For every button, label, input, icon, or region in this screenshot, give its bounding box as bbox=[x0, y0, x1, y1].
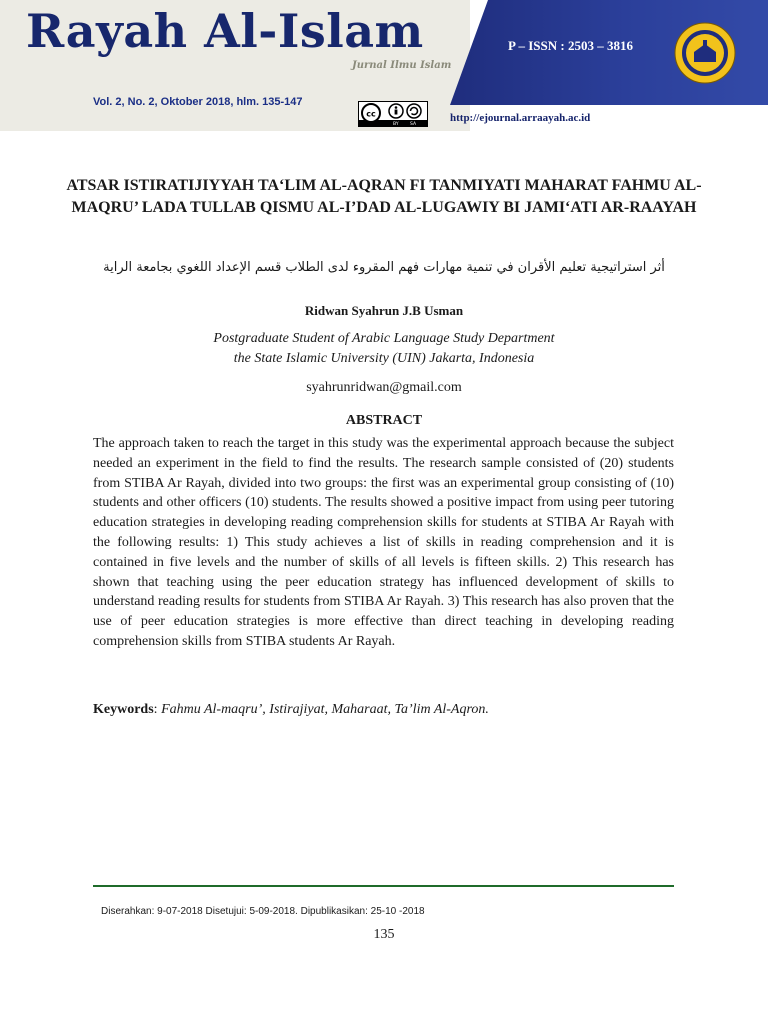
journal-title: Rayah Al-Islam bbox=[26, 4, 424, 58]
university-seal-icon bbox=[674, 22, 736, 84]
published-label: Dipublikasikan bbox=[300, 906, 366, 917]
abstract-heading: ABSTRACT bbox=[345, 413, 423, 428]
svg-text:SA: SA bbox=[410, 122, 417, 126]
author-email[interactable]: syahrunridwan@gmail.com bbox=[306, 380, 462, 395]
journal-url-link[interactable]: http://ejournal.arraayah.ac.id bbox=[450, 112, 591, 124]
approved-label: Disetujui bbox=[205, 906, 244, 917]
paper-title: ATSAR ISTIRATIJIYYAH TA‘LIM AL-AQRAN FI TANMIYATI MAHARAT FAHMU AL-MAQRU’ LADA TULLAB QISMU AL-I’DAD AL-LUGAWIY BI JAMI‘ATI AR-RAAYAH bbox=[66, 177, 702, 216]
issn-label: P – ISSN : 2503 – 3816 bbox=[508, 38, 633, 53]
cc-license-icon[interactable] bbox=[358, 101, 428, 127]
arabic-title: أثر استراتيجية تعليم الأقران في تنمية مهارات فهم المقروء لدى الطلاب قسم الإعداد اللغوي بجامعة الراية bbox=[103, 260, 665, 275]
publication-dates bbox=[101, 906, 425, 917]
approved-date: : 5-09-2018. bbox=[243, 906, 298, 917]
author-name: Ridwan Syahrun J.B Usman bbox=[304, 303, 464, 318]
submitted-date: : 9-07-2018 bbox=[151, 906, 203, 917]
published-date: : 25-10 -2018 bbox=[365, 906, 425, 917]
affiliation-line-1: Postgraduate Student of Arabic Language Study Department bbox=[213, 331, 555, 346]
journal-subtitle: Jurnal Ilmu Islam bbox=[352, 60, 452, 71]
submitted-label: Diserahkan bbox=[101, 906, 152, 917]
author-affiliation bbox=[0, 329, 768, 369]
affiliation-line-2: the State Islamic University (UIN) Jakarta, Indonesia bbox=[233, 351, 535, 366]
svg-text:cc: cc bbox=[366, 109, 376, 119]
header-left-panel bbox=[0, 0, 470, 131]
keywords-values: Fahmu Al-maqru’, Istirajiyat, Maharaat, Ta’lim Al-Aqron. bbox=[161, 702, 489, 717]
volume-info: Vol. 2, No. 2, Oktober 2018, hlm. 135-147 bbox=[93, 96, 303, 108]
svg-text:BY: BY bbox=[393, 122, 399, 126]
keywords-separator: : bbox=[153, 702, 162, 717]
footer-divider bbox=[93, 885, 674, 887]
page-number: 135 bbox=[373, 927, 395, 942]
abstract-text: The approach taken to reach the target in this study was the experimental approach because the subject needed an experiment in the field to find the results. The research sample consisted of (20) students from STIBA Ar Rayah, divided into two groups: the first was an experimental group consisting of (10) students and other officers (10) students. The results showed a positive impact from using peer tutoring education strategies in developing reading comprehension skills for students at STIBA Ar Rayah with the following results: 1) This study achieves a list of skills in reading comprehension and it is contained in five levels and the number of skills of all levels is fifteen skills. 2) This research has shown that teaching using the peer education strategy has influenced development of skills to understand reading results for students from STIBA Ar Rayah. 3) This research has also proven that the use of peer education strategies is more effective than direct teaching in developing reading comprehension skills from STIBA students Ar Rayah. bbox=[93, 436, 674, 649]
keywords-label: Keywords bbox=[93, 702, 154, 717]
keywords-line bbox=[93, 702, 674, 718]
